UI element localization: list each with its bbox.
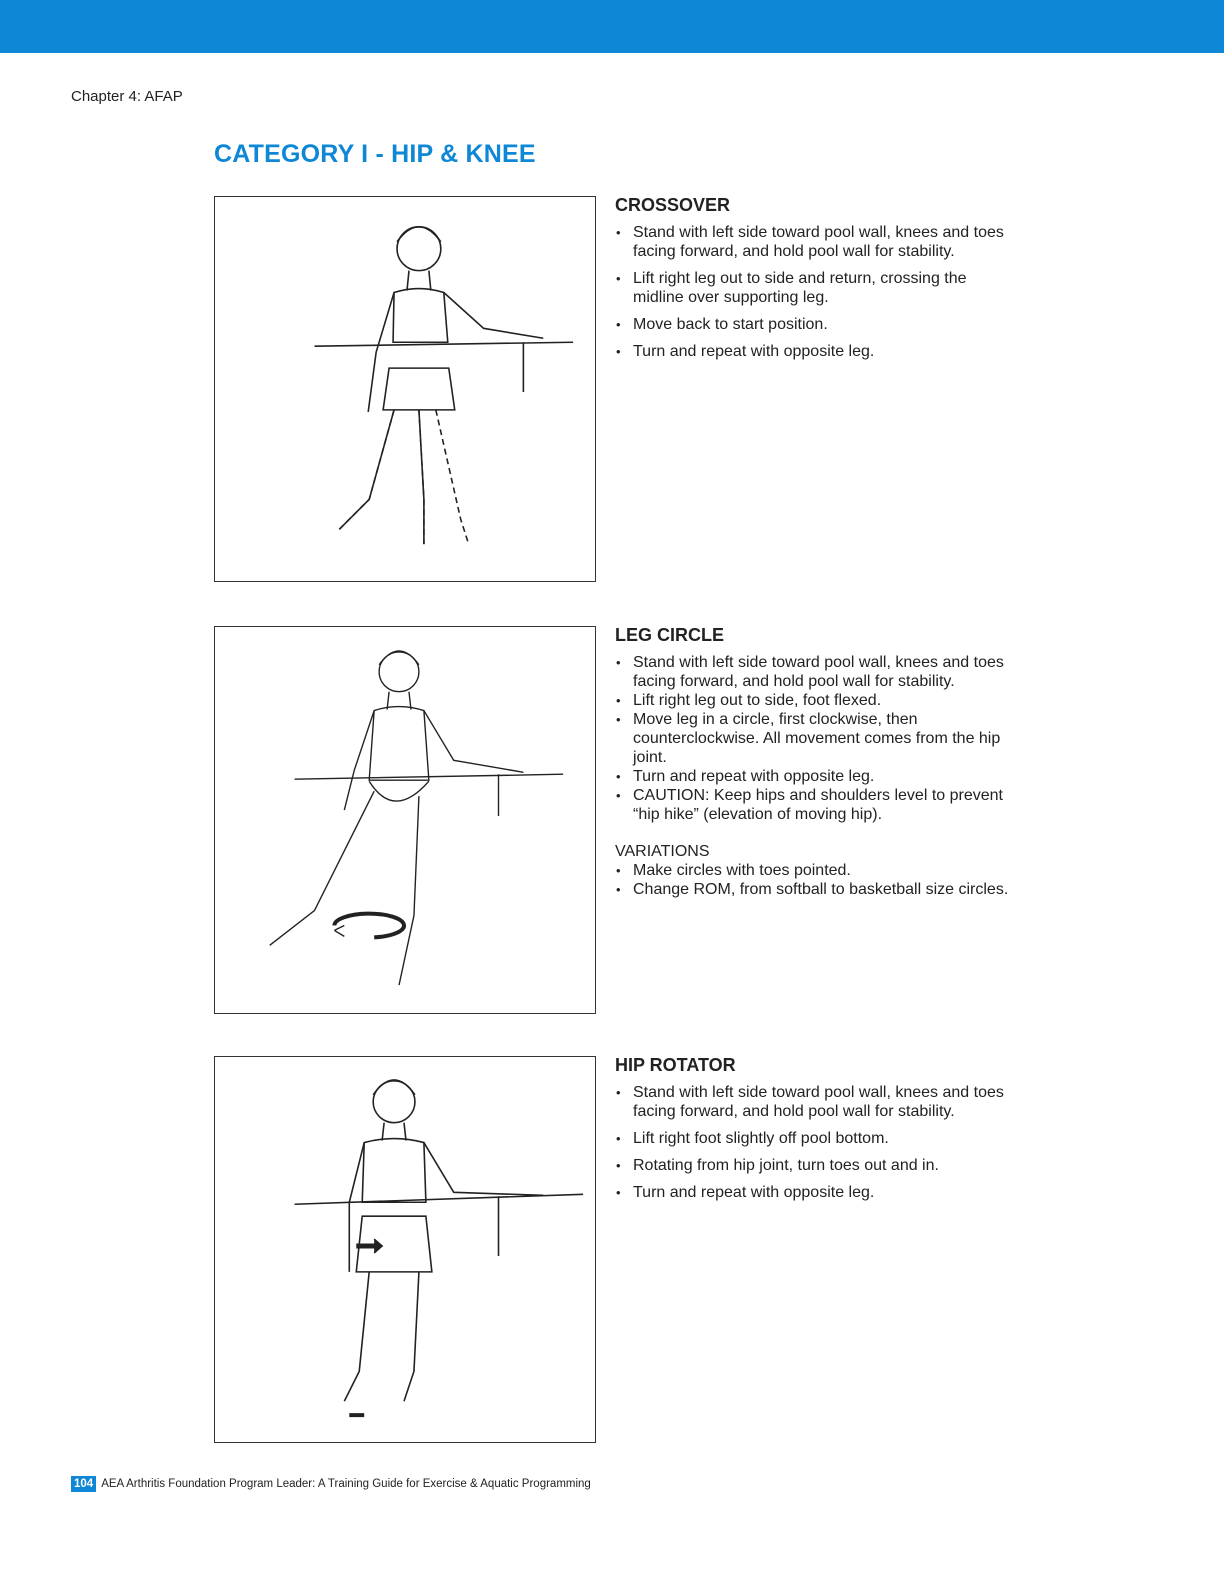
step: • Stand with left side toward pool wall, knees and toes facing forward, and hold pool wall for stability.: [615, 1083, 1015, 1121]
hip-rotator-section: [615, 1056, 1015, 1210]
exercise-name: HIP ROTATOR: [615, 1055, 736, 1075]
footer-text: AEA Arthritis Foundation Program Leader: A Training Guide for Exercise & Aquatic Programming: [101, 1478, 591, 1490]
crossover-illustration: [214, 196, 596, 582]
page-number: 104: [71, 1476, 96, 1492]
step: • Move back to start position.: [615, 315, 1015, 334]
step: • Rotating from hip joint, turn toes out and in.: [615, 1156, 1015, 1175]
step: • Lift right foot slightly off pool bottom.: [615, 1129, 1015, 1148]
step: • Lift right leg out to side and return, crossing the midline over supporting leg.: [615, 269, 1015, 307]
variation: • Change ROM, from softball to basketball size circles.: [615, 880, 1015, 899]
footer: [71, 1476, 591, 1492]
leg-circle-illustration: [214, 626, 596, 1014]
variations-label: VARIATIONS: [615, 843, 710, 860]
exercise-name: CROSSOVER: [615, 195, 731, 215]
step: • Move leg in a circle, first clockwise, then counterclockwise. All movement comes from the hip joint.: [615, 710, 1015, 767]
step: • Lift right leg out to side, foot flexed.: [615, 691, 1015, 710]
step: • CAUTION: Keep hips and shoulders level to prevent “hip hike” (elevation of moving hip).: [615, 786, 1015, 824]
step: • Turn and repeat with opposite leg.: [615, 767, 1015, 786]
header-band: [0, 0, 1224, 53]
crossover-section: [615, 196, 1015, 369]
leg-circle-section: [615, 626, 1015, 899]
step: • Stand with left side toward pool wall, knees and toes facing forward, and hold pool wall for stability.: [615, 223, 1015, 261]
variation: • Make circles with toes pointed.: [615, 861, 1015, 880]
step: • Turn and repeat with opposite leg.: [615, 1183, 1015, 1202]
step: • Stand with left side toward pool wall, knees and toes facing forward, and hold pool wall for stability.: [615, 653, 1015, 691]
exercise-name: LEG CIRCLE: [615, 625, 725, 645]
hip-rotator-illustration: [214, 1056, 596, 1443]
chapter-label: Chapter 4: AFAP: [71, 88, 183, 105]
page-title: CATEGORY I - HIP & KNEE: [214, 140, 536, 168]
step: • Turn and repeat with opposite leg.: [615, 342, 1015, 361]
